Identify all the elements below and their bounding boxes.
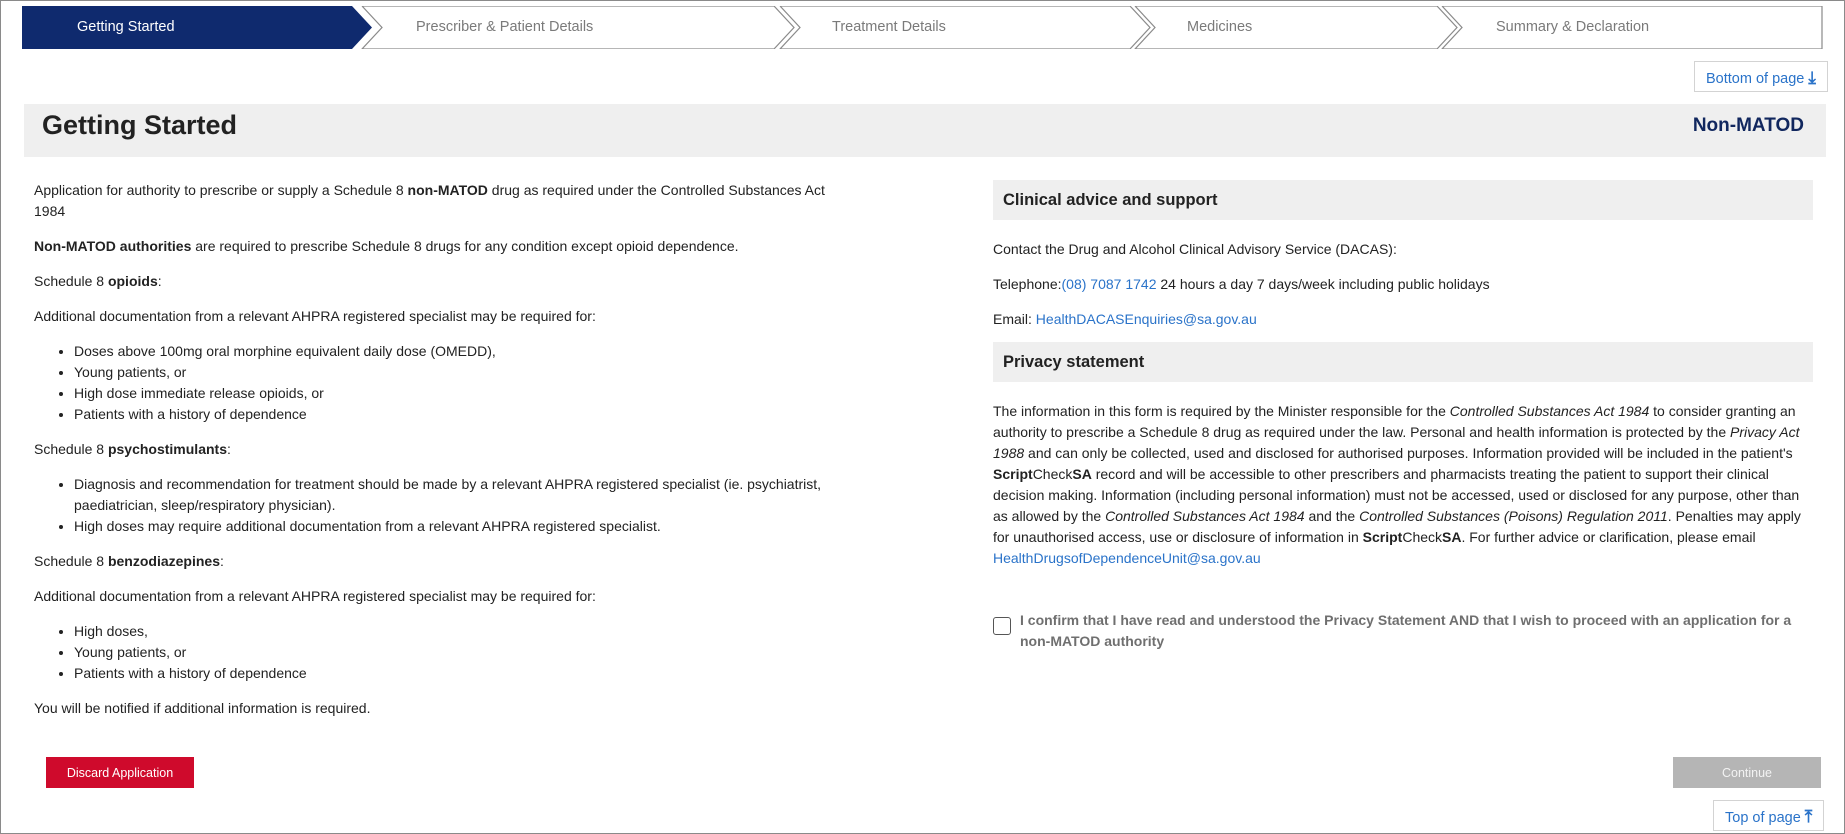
clinical-advice-heading: Clinical advice and support [993, 180, 1813, 220]
authorities-paragraph: Non-MATOD authorities are required to prescribe Schedule 8 drugs for any condition except opioid dependence. [34, 238, 739, 254]
psychostimulants-heading: Schedule 8 psychostimulants: [34, 441, 231, 457]
left-column [34, 180, 854, 733]
discard-application-button[interactable]: Discard Application [46, 757, 194, 788]
step-shape-medicines [1135, 6, 1457, 49]
list-item: • Patients with a history of dependence [74, 404, 854, 425]
psychostimulants-list [34, 474, 854, 537]
dacas-contact-text: Contact the Drug and Alcohol Clinical Advisory Service (DACAS): [993, 241, 1397, 257]
benzodiazepines-heading: Schedule 8 benzodiazepines: [34, 553, 224, 569]
notification-text: You will be notified if additional information is required. [34, 700, 371, 716]
progress-stepper [22, 6, 1823, 49]
telephone-link[interactable]: (08) 7087 1742 [1061, 276, 1157, 292]
benzodiazepines-list [34, 621, 854, 684]
telephone-line: Telephone:(08) 7087 1742 24 hours a day 7 days/week including public holidays [993, 276, 1490, 292]
opioids-list [34, 341, 854, 425]
step-prescriber-patient-details[interactable]: Prescriber & Patient Details [416, 19, 594, 35]
arrow-down-icon: ⤓ [1808, 68, 1816, 87]
arrow-up-icon: ⤒ [1804, 807, 1813, 826]
list-item: • Diagnosis and recommendation for treatment should be made by a relevant AHPRA registered specialist (ie. psychiatrist, paediatrician, sleep/respiratory physician). [74, 474, 854, 516]
right-column [993, 180, 1813, 569]
step-medicines[interactable]: Medicines [1187, 19, 1253, 35]
page-header [24, 104, 1826, 157]
step-getting-started[interactable]: Getting Started [77, 19, 175, 35]
intro-paragraph: Application for authority to prescribe or supply a Schedule 8 non-MATOD drug as required under the Controlled Substances Act 1984 [34, 182, 825, 219]
opioids-doc-text: Additional documentation from a relevant AHPRA registered specialist may be required for: [34, 308, 596, 324]
list-item: • High doses, [74, 621, 854, 642]
list-item: • High doses may require additional documentation from a relevant AHPRA registered specialist. [74, 516, 854, 537]
step-summary-declaration[interactable]: Summary & Declaration [1496, 19, 1650, 35]
confirm-checkbox[interactable] [993, 617, 1011, 635]
step-shape-getting-started [22, 6, 372, 49]
list-item: • High dose immediate release opioids, or [74, 383, 854, 404]
email-line: Email: HealthDACASEnquiries@sa.gov.au [993, 311, 1257, 327]
list-item: • Young patients, or [74, 362, 854, 383]
page-title: Getting Started [42, 110, 238, 140]
bottom-of-page-link[interactable] [1694, 61, 1828, 92]
confirm-label[interactable]: I confirm that I have read and understood the Privacy Statement AND that I wish to proceed with an application for a non-MATOD authority [1020, 612, 1792, 649]
privacy-statement-heading: Privacy statement [993, 342, 1813, 382]
continue-button[interactable]: Continue [1673, 757, 1821, 788]
privacy-statement-text: The information in this form is required by the Minister responsible for the Controlled Substances Act 1984 to consider granting an authority to prescribe a Schedule 8 drug as required under the law. Personal and health information is protected by the Privacy Act 1988 and can only be collected, used and disclosed for authorised purposes. Information provided will be included in the patient's ScriptCheckSA record and will be accessible to other prescribers and pharmacists treating the patient to support their clinical decision making. Information (including personal information) must not be accessed, used or disclosed for any purpose, other than as allowed by the Controlled Substances Act 1984 and the Controlled Substances (Poisons) Regulation 2011. Penalties may apply for unauthorised access, use or disclosure of information in ScriptCheckSA. For further advice or clarification, please email HealthDrugsofDependenceUnit@sa.gov.au [993, 403, 1801, 566]
dod-unit-email-link[interactable]: HealthDrugsofDependenceUnit@sa.gov.au [993, 550, 1261, 566]
opioids-heading: Schedule 8 opioids: [34, 273, 162, 289]
list-item: • Young patients, or [74, 642, 854, 663]
bottom-of-page-label: Bottom of page [1706, 71, 1805, 87]
list-item: • Doses above 100mg oral morphine equivalent daily dose (OMEDD), [74, 341, 854, 362]
list-item: • Patients with a history of dependence [74, 663, 854, 684]
dacas-email-link[interactable]: HealthDACASEnquiries@sa.gov.au [1035, 311, 1257, 327]
top-of-page-label: Top of page [1725, 810, 1801, 826]
top-of-page-link[interactable] [1713, 800, 1824, 831]
step-treatment-details[interactable]: Treatment Details [832, 19, 946, 35]
benzodiazepines-doc-text: Additional documentation from a relevant AHPRA registered specialist may be required for: [34, 588, 596, 604]
authority-type-label: Non-MATOD [1692, 115, 1804, 136]
